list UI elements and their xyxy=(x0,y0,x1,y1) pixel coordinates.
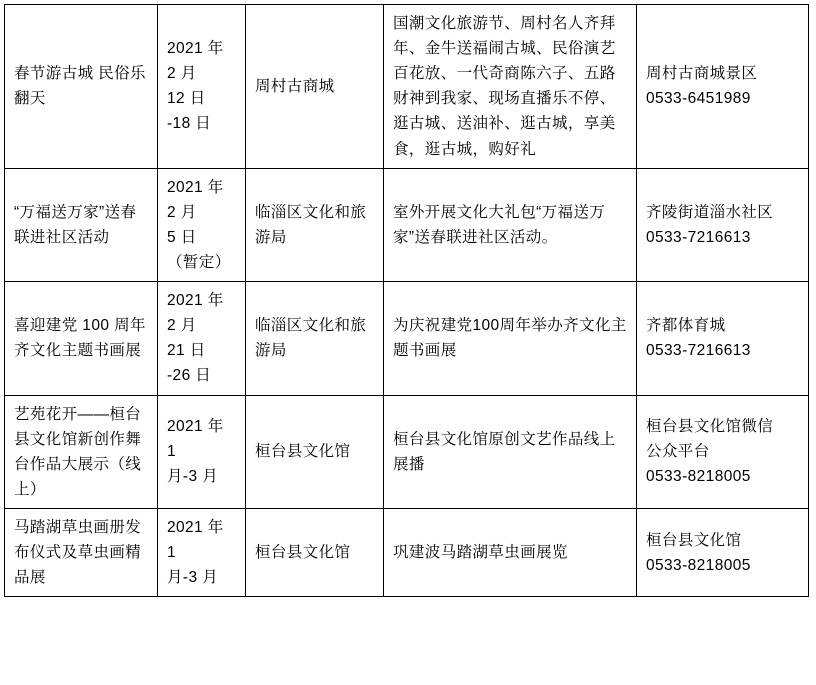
cell-organizer: 桓台县文化馆 xyxy=(246,508,384,596)
cell-activity-date xyxy=(158,395,246,508)
cell-activity-date xyxy=(158,508,246,596)
contact-line: 公众平台 xyxy=(646,443,710,461)
cell-activity-name: 艺苑花开——桓台县文化馆新创作舞台作品大展示（线上） xyxy=(5,395,158,508)
event-table xyxy=(4,4,809,597)
table-row xyxy=(5,395,809,508)
contact-line: 桓台县文化馆微信 xyxy=(646,418,774,436)
cell-organizer: 周村古商城 xyxy=(246,5,384,169)
table-body xyxy=(5,5,809,597)
date-line: 12 日 xyxy=(167,90,206,108)
cell-contact xyxy=(637,508,809,596)
date-line: 月-3 月 xyxy=(167,569,219,587)
date-line: 2021 年 1 xyxy=(167,418,224,461)
contact-line: 0533-8218005 xyxy=(646,468,751,486)
cell-organizer: 桓台县文化馆 xyxy=(246,395,384,508)
cell-activity-name: 马踏湖草虫画册发布仪式及草虫画精品展 xyxy=(5,508,158,596)
table-row xyxy=(5,282,809,395)
table-row xyxy=(5,168,809,281)
table-row xyxy=(5,508,809,596)
cell-contact xyxy=(637,395,809,508)
date-line: 2021 年 2 月 xyxy=(167,292,224,335)
table-row xyxy=(5,5,809,169)
date-line: -26 日 xyxy=(167,367,212,385)
contact-line: 0533-6451989 xyxy=(646,90,751,108)
cell-contact xyxy=(637,5,809,169)
cell-activity-content: 桓台县文化馆原创文艺作品线上展播 xyxy=(384,395,637,508)
cell-activity-content: 室外开展文化大礼包“万福送万家”送春联进社区活动。 xyxy=(384,168,637,281)
cell-activity-content: 巩建波马踏湖草虫画展览 xyxy=(384,508,637,596)
cell-activity-name: “万福送万家”送春联进社区活动 xyxy=(5,168,158,281)
date-line: （暂定） xyxy=(167,253,231,271)
cell-organizer: 临淄区文化和旅游局 xyxy=(246,168,384,281)
cell-organizer: 临淄区文化和旅游局 xyxy=(246,282,384,395)
contact-line: 0533-7216613 xyxy=(646,228,751,246)
date-line: 5 日 xyxy=(167,228,197,246)
contact-line: 齐陵街道淄水社区 xyxy=(646,203,774,221)
date-line: 2021 年 2 月 xyxy=(167,40,224,83)
contact-line: 0533-7216613 xyxy=(646,342,751,360)
cell-activity-date xyxy=(158,282,246,395)
date-line: 月-3 月 xyxy=(167,468,219,486)
date-line: 2021 年 1 xyxy=(167,518,224,562)
cell-activity-date xyxy=(158,5,246,169)
cell-activity-name: 喜迎建党 100 周年齐文化主题书画展 xyxy=(5,282,158,395)
date-line: -18 日 xyxy=(167,115,212,133)
date-line: 21 日 xyxy=(167,342,206,360)
contact-line: 桓台县文化馆 xyxy=(646,531,742,549)
cell-activity-name: 春节游古城 民俗乐翻天 xyxy=(5,5,158,169)
cell-activity-content: 为庆祝建党100周年举办齐文化主题书画展 xyxy=(384,282,637,395)
contact-line: 齐都体育城 xyxy=(646,317,726,335)
contact-line: 0533-8218005 xyxy=(646,556,751,574)
document-page xyxy=(0,4,816,685)
cell-activity-content: 国潮文化旅游节、周村名人齐拜年、金牛送福闹古城、民俗演艺百花放、一代奇商陈六子、五路财神到我家、现场直播乐不停、逛古城、送油补、逛古城，享美食，逛古城，购好礼 xyxy=(384,5,637,169)
date-line: 2021 年 2 月 xyxy=(167,178,224,221)
cell-contact xyxy=(637,282,809,395)
cell-activity-date xyxy=(158,168,246,281)
contact-line: 周村古商城景区 xyxy=(646,65,758,83)
cell-contact xyxy=(637,168,809,281)
